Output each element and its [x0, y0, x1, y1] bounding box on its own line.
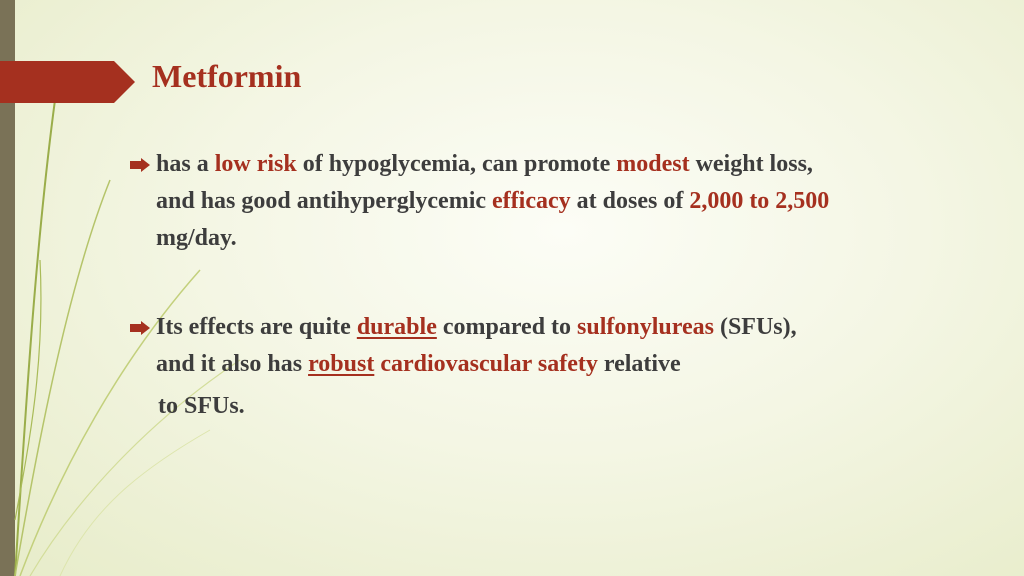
bullet2-continuation: to SFUs. [158, 393, 245, 419]
bullet2-text-4: and it also has [156, 351, 309, 377]
bullet2-highlight-durable: durable [356, 314, 437, 340]
bullet2-highlight-robust: robust [308, 351, 375, 377]
bullet2-text-2: compared to [436, 314, 578, 340]
bullet1-highlight-low-risk: low risk [214, 151, 297, 177]
bullet1-text-1: has a [156, 151, 215, 177]
bullet2-highlight-cv-safety: cardiovascular safety [380, 351, 598, 377]
right-arrow-icon [130, 146, 152, 183]
bullet-item-2 [130, 309, 1010, 383]
title-tab [0, 61, 135, 103]
bullet2-highlight-sulfonylureas: sulfonylureas [577, 314, 714, 340]
bullet1-text-4: and has good antihyperglycemic [156, 188, 493, 214]
bullet1-highlight-dose: 2,000 to 2,500 [689, 188, 830, 214]
bullet1-highlight-modest: modest [616, 151, 690, 177]
bullet2-text-1: Its effects are quite [156, 314, 357, 340]
bullet2-text-6: relative [597, 351, 681, 377]
bullet-item-1 [130, 146, 1010, 257]
slide-title: Metformin [152, 58, 302, 94]
bullet2-text-3: (SFUs), [713, 314, 797, 340]
right-arrow-icon [130, 309, 152, 346]
bullet1-highlight-efficacy: efficacy [492, 188, 571, 214]
bullet1-text-3: weight loss, [689, 151, 813, 177]
bullet1-text-6: mg/day. [156, 225, 237, 251]
bullet1-text-2: of hypoglycemia, can promote [296, 151, 617, 177]
bullet1-text-5: at doses of [570, 188, 690, 214]
